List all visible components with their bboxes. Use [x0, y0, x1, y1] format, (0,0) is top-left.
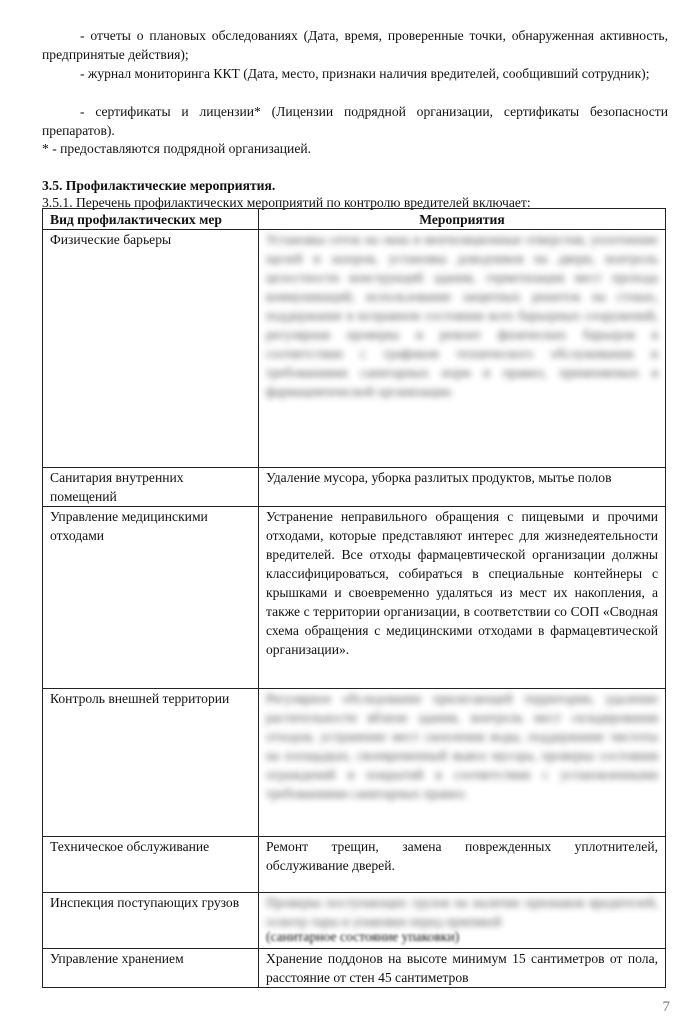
intro-item-certificates: - сертификаты и лицензии* (Лицензии подрядной организации, сертификаты безопасности препаратов).	[42, 104, 668, 138]
row-measure	[259, 689, 666, 837]
partially-obscured-text: (санитарное состояние упаковки)	[266, 929, 460, 944]
row-measure: Ремонт трещин, замена поврежденных уплотнителей, обслуживание дверей.	[259, 837, 666, 893]
row-type: Физические барьеры	[43, 230, 259, 468]
row-type: Управление хранением	[43, 949, 259, 988]
table-row	[43, 837, 666, 893]
obscured-text: Установка сеток на окна и вентиляционные отверстия, уплотнение щелей и зазоров, установка доводчиков на двери, контроль целостности конструкций здания, герметизация мест прохода коммуникаций, использование защитных решеток на стоках, поддержание в исправном состоянии всех барьерных сооружений, регулярная проверка и ремонт физических барьеров в соответствии с графиком технического обслуживания и требованиями санитарных норм и правил, применяемых в фармацевтической организации.	[266, 232, 658, 399]
header-type: Вид профилактических мер	[43, 209, 259, 230]
table-row	[43, 468, 666, 507]
row-type: Санитария внутренних помещений	[43, 468, 259, 507]
row-measure	[259, 230, 666, 468]
section-subtitle: 3.5.1. Перечень профилактических мероприятий по контролю вредителей включает:	[42, 195, 531, 210]
row-measure: Устранение неправильного обращения с пищевыми и прочими отходами, которые представляют интерес для жизнедеятельности вредителей. Все отходы фармацевтической организации должны классифицироваться, собираться в специальные контейнеры с крышками и своевременно удаляться из мест их накопления, а также с территории организации, в соответствии со СОП «Сводная схема обращения с медицинскими отходами в фармацевтической организации».	[259, 507, 666, 689]
row-measure	[259, 893, 666, 949]
row-measure: Хранение поддонов на высоте минимум 15 сантиметров от пола, расстояние от стен 45 сантиметров	[259, 949, 666, 988]
intro-footnote: * - предоставляются подрядной организацией.	[42, 141, 312, 156]
table-row	[43, 689, 666, 837]
table-row	[43, 230, 666, 468]
row-type: Техническое обслуживание	[43, 837, 259, 893]
table-row	[43, 949, 666, 988]
measures-table	[42, 208, 666, 988]
obscured-text: Регулярное обследование прилегающей территории, удаление растительности вблизи здания, контроль мест складирования отходов, устранение мест скопления воды, поддержание чистоты на площадках, своевременный вывоз мусора, проверка состояния ограждений и покрытий в соответствии с установленными требованиями санитарных правил.	[266, 691, 658, 801]
row-type: Инспекция поступающих грузов	[43, 893, 259, 949]
page-number: 7	[662, 999, 670, 1015]
table-row	[43, 893, 666, 949]
intro-item-journal: - журнал мониторинга ККТ (Дата, место, признаки наличия вредителей, сообщивший сотрудник);	[80, 66, 650, 81]
row-type: Управление медицинскими отходами	[43, 507, 259, 689]
row-measure: Удаление мусора, уборка разлитых продуктов, мытье полов	[259, 468, 666, 507]
table-row	[43, 507, 666, 689]
table-header-row	[43, 209, 666, 230]
section-title: 3.5. Профилактические мероприятия.	[42, 178, 276, 193]
header-measures: Мероприятия	[259, 209, 666, 230]
row-type: Контроль внешней территории	[43, 689, 259, 837]
intro-item-reports: - отчеты о плановых обследованиях (Дата, время, проверенные точки, обнаруженная активность, предпринятые действия);	[42, 28, 668, 62]
obscured-text: Проверка поступающих грузов на наличие признаков вредителей, осмотр тары и упаковки перед приемкой	[266, 895, 658, 929]
